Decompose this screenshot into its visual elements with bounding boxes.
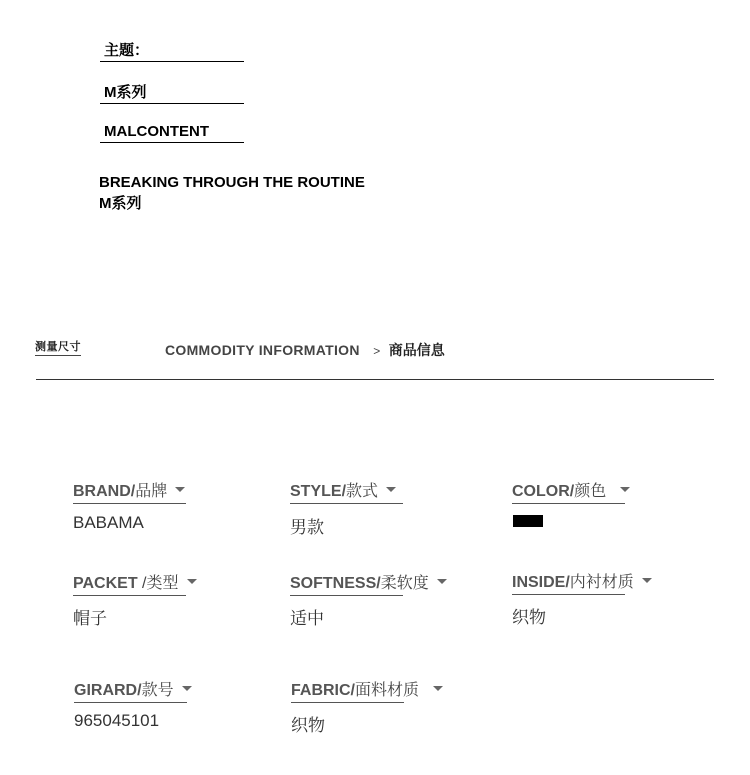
collection-field [100,123,244,143]
caret-down-icon [182,686,192,691]
fabric-label: FABRIC/面料材质 [291,677,404,703]
tagline [99,172,365,214]
packet-value: 帽子 [73,609,107,628]
color-label: COLOR/颜色 [512,478,625,504]
packet-label: PACKET /类型 [73,570,186,596]
girard-value: 965045101 [74,711,160,730]
style-value: 男款 [290,518,324,537]
section-heading [165,340,445,360]
measure-size-label: 测量尺寸 [35,338,81,356]
brand-value: BABAMA [73,513,144,532]
inside-value: 织物 [512,608,546,627]
caret-down-icon [620,487,630,492]
collection-name: MALCONTENT [104,123,209,140]
caret-down-icon [437,579,447,584]
series-label: M系列 [104,84,147,101]
brand-label: BRAND/品牌 [73,478,186,504]
softness-value: 适中 [290,609,324,628]
chevron-right-icon: > [373,344,381,358]
caret-down-icon [175,487,185,492]
theme-label: 主题： [104,42,150,59]
inside-label: INSIDE/内衬材质 [512,569,625,595]
tagline-en: BREAKING THROUGH THE ROUTINE [99,174,365,191]
fabric-value: 织物 [291,716,325,735]
style-label: STYLE/款式 [290,478,403,504]
softness-label: SOFTNESS/柔软度 [290,570,403,596]
section-title-en: COMMODITY INFORMATION [165,342,360,358]
tagline-zh: M系列 [99,195,142,212]
series-field [100,84,244,104]
section-title-zh: 商品信息 [388,342,445,358]
caret-down-icon [386,487,396,492]
caret-down-icon [642,578,652,583]
section-divider [36,379,714,380]
theme-field [100,42,244,62]
color-swatch [513,515,543,527]
girard-label: GIRARD/款号 [74,677,187,703]
caret-down-icon [187,579,197,584]
caret-down-icon [433,686,443,691]
